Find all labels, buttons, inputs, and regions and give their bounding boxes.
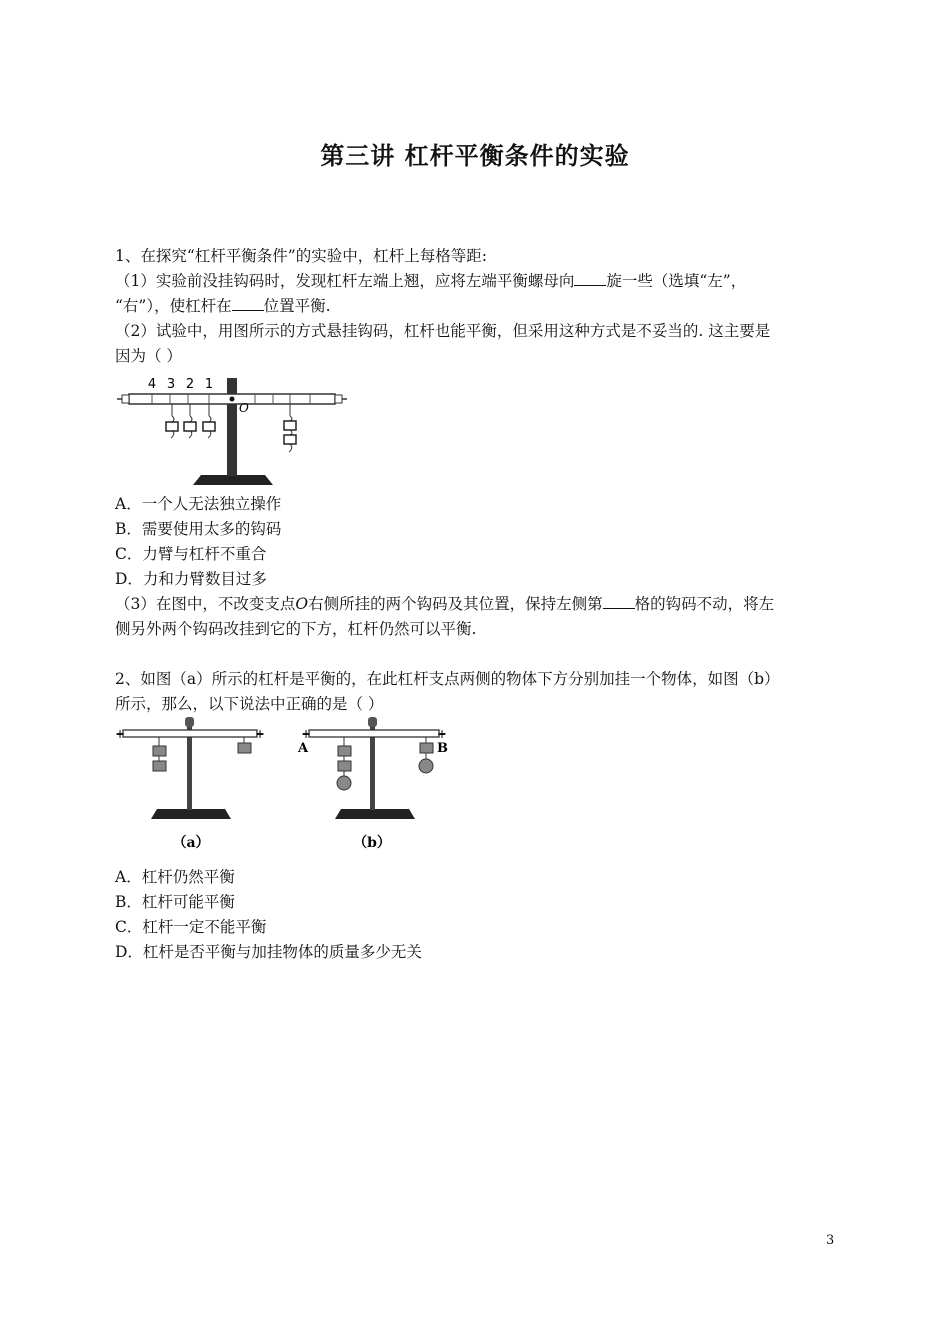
balance-nut-right (335, 395, 342, 403)
figure-b (297, 717, 448, 851)
tick-label-1: 1 (204, 377, 214, 392)
figure-a (115, 717, 265, 851)
hook-weight (184, 422, 196, 431)
hook-weight (284, 435, 296, 444)
tick-label-4: 4 (147, 377, 157, 392)
lever-figure-2 (115, 716, 465, 856)
q1-option-a: A．一个人无法独立操作 (115, 495, 282, 513)
tick-label-2: 2 (185, 377, 195, 392)
q1-part3-line2: 侧另外两个钩码改挂到它的下方，杠杆仍然可以平衡. (115, 620, 477, 638)
q1-part1-line2: “右”），使杠杆在 位置平衡. (115, 297, 331, 315)
q1-part1-line1: （1）实验前没挂钩码时，发现杠杆左端上翘，应将左端平衡螺母向 旋一些（选填“左”， (115, 272, 747, 290)
q1-option-c: C．力臂与杠杆不重合 (115, 545, 267, 563)
tick-label-3: 3 (166, 377, 176, 392)
q2-stem-line1: 2、如图（a）所示的杠杆是平衡的，在此杠杆支点两侧的物体下方分别加挂一个物体，如图（b） (115, 670, 780, 688)
answer-blank (232, 296, 264, 311)
svg-text:+: + (437, 727, 448, 741)
pivot-label: O (239, 401, 249, 415)
q1-option-d: D．力和力臂数目过多 (115, 570, 267, 588)
q2-option-d: D．杠杆是否平衡与加挂物体的质量多少无关 (115, 943, 422, 961)
q1-option-b: B．需要使用太多的钩码 (115, 520, 282, 538)
q2-option-c: C．杠杆一定不能平衡 (115, 918, 267, 936)
q1-part2-line1: （2）试验中，用图所示的方式悬挂钩码，杠杆也能平衡，但采用这种方式是不妥当的. 这主要是 (115, 322, 771, 340)
balance-nut-left (122, 395, 129, 403)
stand-pole (227, 378, 237, 476)
figure-label-b: （b） (353, 835, 391, 851)
added-object (419, 759, 433, 773)
point-label-b: B (437, 741, 448, 756)
added-object (337, 776, 351, 790)
figure-label-a: （a） (172, 835, 210, 851)
svg-text:+: + (115, 727, 126, 741)
stand-base (193, 475, 273, 485)
q1-part3-line1: （3）在图中，不改变支点O右侧所挂的两个钩码及其位置，保持左侧第 格的钩码不动，将左 (115, 595, 775, 613)
q1-part2-line2: 因为（ ） (115, 347, 182, 365)
hook-weight (203, 422, 215, 431)
page-number: 3 (826, 1233, 835, 1248)
answer-blank (574, 271, 606, 286)
svg-text:+: + (255, 727, 266, 741)
answer-blank (603, 594, 635, 609)
q2-stem-line2: 所示，那么，以下说法中正确的是（ ） (115, 695, 384, 713)
point-label-a: A (298, 741, 309, 756)
q1-stem: 1、在探究“杠杆平衡条件”的实验中，杠杆上每格等距: (115, 247, 487, 265)
svg-text:+: + (301, 727, 312, 741)
hook-weight (284, 421, 296, 430)
pivot-point (230, 397, 235, 402)
q2-option-b: B．杠杆可能平衡 (115, 893, 235, 911)
lever-figure-1 (115, 372, 355, 490)
page-title: 第三讲 杠杆平衡条件的实验 (320, 142, 630, 170)
q2-option-a: A．杠杆仍然平衡 (115, 868, 235, 886)
hook-weight (166, 422, 178, 431)
